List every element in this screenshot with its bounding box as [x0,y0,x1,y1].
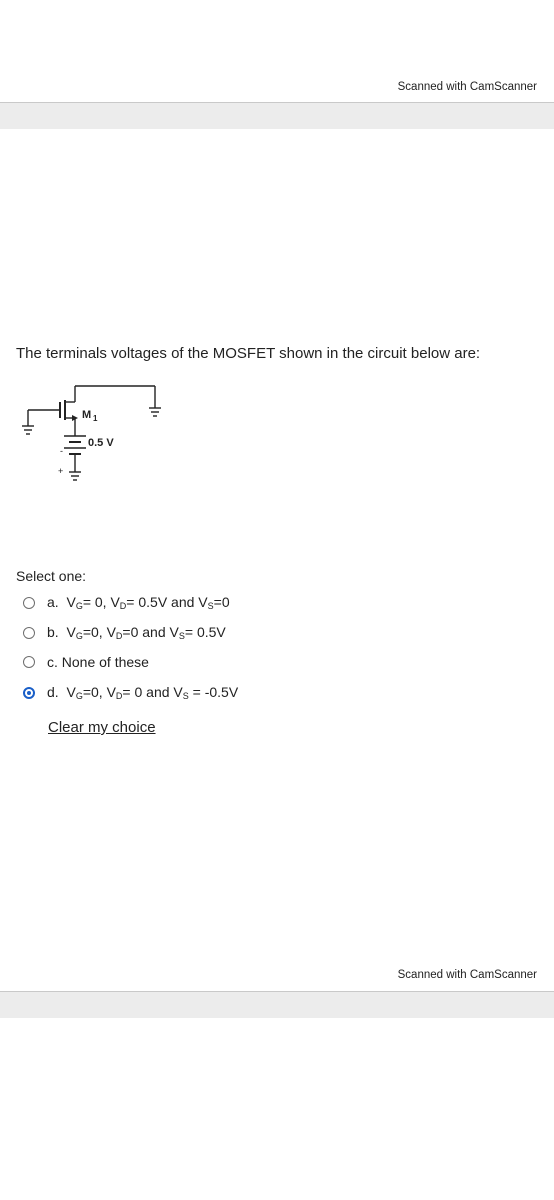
mosfet-circuit-diagram [20,380,170,490]
option-c[interactable] [23,654,149,670]
radio-option-d-selected[interactable] [23,687,35,699]
option-b[interactable] [23,624,226,641]
source-voltage-label: 0.5 V [88,437,114,449]
clear-my-choice-link[interactable]: Clear my choice [48,719,156,736]
page-separator-top [0,103,554,129]
transistor-subscript: 1 [93,414,98,423]
option-a-text: a. $V_G= 0$, $V_D= 0.5V$ and $V_S=0$ [47,594,230,611]
option-a[interactable] [23,594,230,611]
question-text: The terminals voltages of the MOSFET shown in the circuit below are: [16,345,481,362]
radio-option-a[interactable] [23,597,35,609]
battery-plus-sign: + [58,466,64,476]
transistor-label: M [82,409,92,421]
camscanner-watermark-bottom: Scanned with CamScanner [397,969,537,981]
page-separator-bottom [0,992,554,1018]
option-c-text: c. None of these [47,654,149,670]
radio-option-c[interactable] [23,656,35,668]
option-d[interactable] [23,684,238,701]
camscanner-watermark-top: Scanned with CamScanner [397,81,537,93]
battery-minus-sign: - [60,446,63,456]
select-one-label: Select one: [16,568,87,584]
option-b-text: b. $V_G=0$, $V_D=0$ and $V_S= 0.5V$ [47,624,226,641]
option-d-text: d. $V_G=0$, $V_D= 0$ and $V_S = -0.5V$ [47,684,239,701]
radio-option-b[interactable] [23,627,35,639]
